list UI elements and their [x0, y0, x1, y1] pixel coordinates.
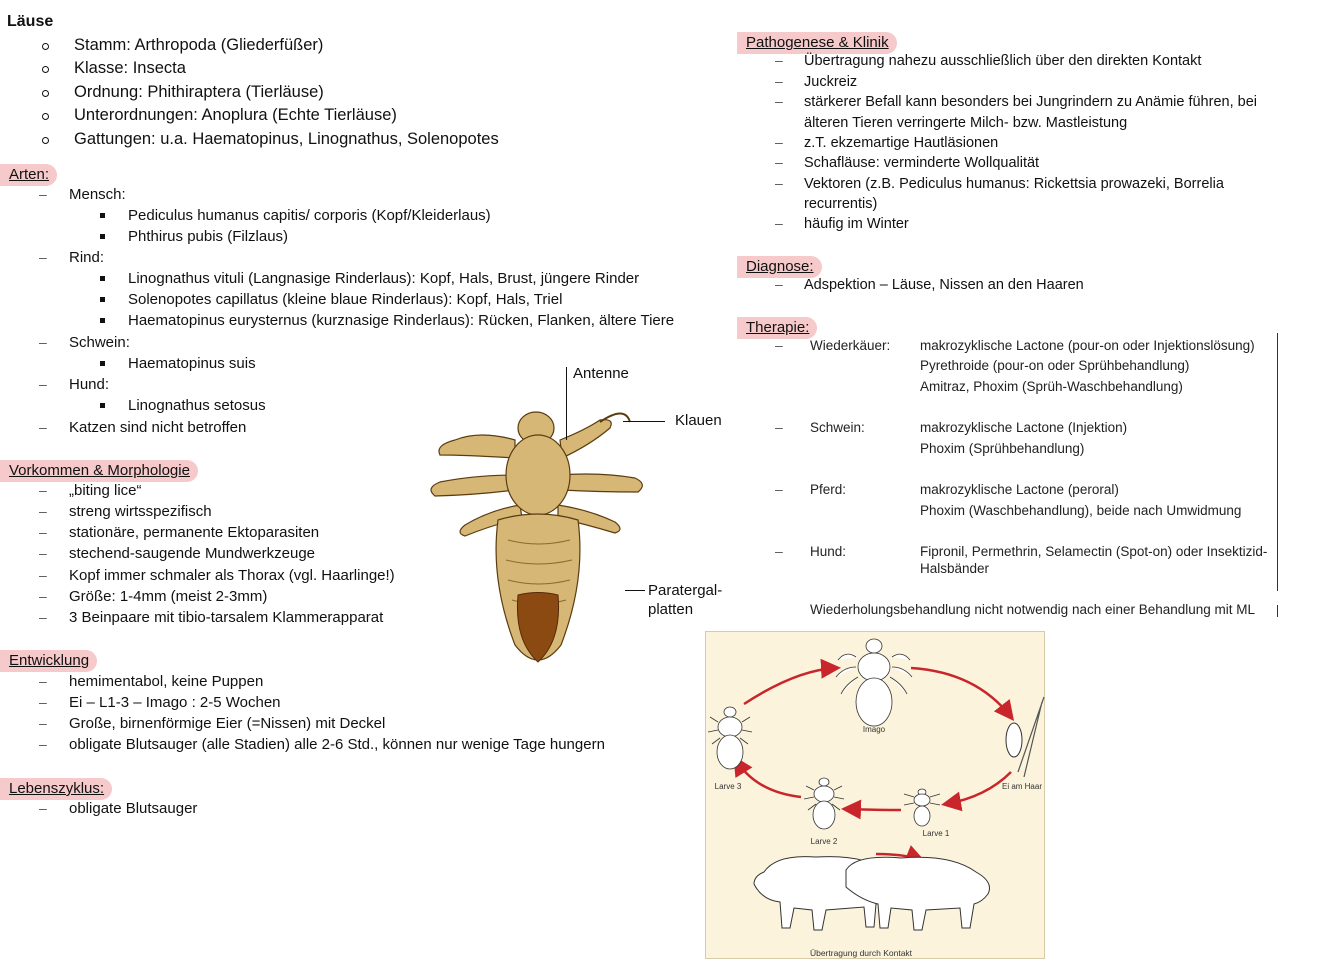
therapie-animal: Schwein:: [810, 420, 865, 435]
egg-label: Ei am Haar: [1001, 782, 1043, 791]
list-item: stechend-saugende Mundwerkzeuge: [69, 545, 315, 562]
list-item: Schafläuse: verminderte Wollqualität: [804, 155, 1040, 171]
arten-hund: Hund:: [69, 376, 110, 393]
label-antenne: Antenne: [573, 365, 629, 382]
arten-item: Linognathus setosus: [128, 397, 266, 414]
list-item: Größe: 1-4mm (meist 2-3mm): [69, 588, 268, 605]
page-title: Läuse: [7, 13, 54, 30]
section-heading-diagnose: Diagnose:: [737, 256, 822, 278]
list-item: Adspektion – Läuse, Nissen an den Haaren: [804, 277, 1084, 293]
pigs-icon: [754, 857, 990, 930]
list-item: 3 Beinpaare mit tibio-tarsalem Klammerapparat: [69, 609, 384, 626]
section-heading-lebenszyklus: Lebenszyklus:: [0, 778, 112, 800]
therapie-drug: Phoxim (Waschbehandlung), beide nach Umwidmung: [920, 503, 1242, 518]
list-item: Übertragung nahezu ausschließlich über den direkten Kontakt: [804, 53, 1202, 69]
taxonomy-item: Klasse: Insecta: [74, 59, 186, 77]
section-heading-pathogenese: Pathogenese & Klinik: [737, 32, 897, 54]
leader-line-paratergal: [625, 590, 645, 591]
arten-rind: Rind:: [69, 249, 105, 266]
therapie-animal: Hund:: [810, 544, 847, 559]
list-item-continued: älteren Tieren verringerte Milch- bzw. Mastleistung: [804, 115, 1128, 131]
louse-illustration: [420, 400, 660, 675]
square-bullet-icon: [100, 361, 105, 366]
taxonomy-item: Stamm: Arthropoda (Gliederfüßer): [74, 36, 324, 54]
arten-schwein: Schwein:: [69, 334, 130, 351]
list-item: Kopf immer schmaler als Thorax (vgl. Haarlinge!): [69, 567, 395, 584]
section-heading-arten: Arten:: [0, 164, 57, 186]
taxonomy-item: Ordnung: Phithiraptera (Tierläuse): [74, 83, 324, 101]
arten-item: Haematopinus suis: [128, 355, 256, 372]
larva1-icon: [904, 789, 940, 826]
larva2-icon: [804, 778, 844, 829]
arten-item: Haematopinus eurysternus (kurznasige Rinderlaus): Rücken, Flanken, ältere Tiere: [128, 312, 675, 329]
leader-line-antenne: [566, 367, 567, 440]
larva2-label: Larve 2: [810, 837, 838, 846]
list-item: obligate Blutsauger (alle Stadien) alle 2-6 Std., können nur wenige Tage hungern: [69, 736, 605, 753]
list-item: Ei – L1-3 – Imago : 2-5 Wochen: [69, 694, 281, 711]
therapie-animal: Pferd:: [810, 482, 847, 497]
section-heading-vorkommen: Vorkommen & Morphologie: [0, 460, 198, 482]
list-item: stärkerer Befall kann besonders bei Jungrindern zu Anämie führen, bei: [804, 94, 1257, 110]
therapie-drug: Fipronil, Permethrin, Selamectin (Spot-on) oder Insektizid-: [920, 544, 1268, 559]
list-item: streng wirtsspezifisch: [69, 503, 212, 520]
circle-bullet-icon: [42, 137, 49, 144]
square-bullet-icon: [100, 276, 105, 281]
section-heading-entwicklung: Entwicklung: [0, 650, 97, 672]
label-paratergal-1: Paratergal-: [648, 582, 723, 599]
square-bullet-icon: [100, 318, 105, 323]
larva1-label: Larve 1: [922, 829, 950, 838]
circle-bullet-icon: [42, 43, 49, 50]
egg-icon: [1006, 697, 1044, 777]
square-bullet-icon: [100, 213, 105, 218]
list-item: Juckreiz: [804, 74, 858, 90]
square-bullet-icon: [100, 234, 105, 239]
list-item: Große, birnenförmige Eier (=Nissen) mit Deckel: [69, 715, 386, 732]
circle-bullet-icon: [42, 113, 49, 120]
circle-bullet-icon: [42, 90, 49, 97]
taxonomy-item: Unterordnungen: Anoplura (Echte Tierläuse): [74, 106, 397, 124]
taxonomy-item: Gattungen: u.a. Haematopinus, Linognathus, Solenopotes: [74, 130, 499, 148]
leader-line-klauen: [623, 421, 665, 422]
arten-katzen: Katzen sind nicht betroffen: [69, 419, 247, 436]
therapie-drug: Phoxim (Sprühbehandlung): [920, 441, 1085, 456]
larva3-label: Larve 3: [714, 782, 742, 791]
list-item: häufig im Winter: [804, 216, 909, 232]
therapie-drug: Amitraz, Phoxim (Sprüh-Waschbehandlung): [920, 379, 1183, 394]
therapie-right-border: [1277, 333, 1278, 591]
square-bullet-icon: [100, 403, 105, 408]
therapie-drug: Pyrethroide (pour-on oder Sprühbehandlung): [920, 358, 1190, 373]
therapie-drug: makrozyklische Lactone (peroral): [920, 482, 1119, 497]
square-bullet-icon: [100, 297, 105, 302]
lifecycle-caption: Übertragung durch Kontakt: [809, 948, 913, 958]
arten-item: Solenopotes capillatus (kleine blaue Rinderlaus): Kopf, Hals, Triel: [128, 291, 563, 308]
imago-icon: [836, 639, 912, 726]
label-paratergal-2: platten: [648, 601, 694, 618]
list-item-continued: recurrentis): [804, 196, 878, 212]
arten-item: Pediculus humanus capitis/ corporis (Kopf/Kleiderlaus): [128, 207, 491, 224]
therapie-animal: Wiederkäuer:: [810, 338, 891, 353]
arten-item: Linognathus vituli (Langnasige Rinderlaus): Kopf, Hals, Brust, jüngere Rinder: [128, 270, 640, 287]
section-heading-therapie: Therapie:: [737, 317, 817, 339]
therapie-footer: Wiederholungsbehandlung nicht notwendig nach einer Behandlung mit ML: [810, 602, 1256, 617]
imago-label: Imago: [862, 725, 886, 734]
list-item: „biting lice“: [69, 482, 142, 499]
arten-mensch: Mensch:: [69, 186, 126, 203]
list-item: obligate Blutsauger: [69, 800, 198, 817]
therapie-drug: Halsbänder: [920, 561, 990, 576]
list-item: hemimentabol, keine Puppen: [69, 673, 264, 690]
therapie-drug: makrozyklische Lactone (pour-on oder Injektionslösung): [920, 338, 1255, 353]
arten-item: Phthirus pubis (Filzlaus): [128, 228, 289, 245]
list-item: Vektoren (z.B. Pediculus humanus: Rickettsia prowazeki, Borrelia: [804, 176, 1224, 192]
larva3-icon: [708, 707, 752, 769]
label-klauen: Klauen: [675, 412, 722, 429]
circle-bullet-icon: [42, 66, 49, 73]
list-item: z.T. ekzemartige Hautläsionen: [804, 135, 999, 151]
lifecycle-figure: [705, 631, 1045, 959]
therapie-drug: makrozyklische Lactone (Injektion): [920, 420, 1128, 435]
list-item: stationäre, permanente Ektoparasiten: [69, 524, 320, 541]
lifecycle-diagram: [706, 632, 1046, 960]
